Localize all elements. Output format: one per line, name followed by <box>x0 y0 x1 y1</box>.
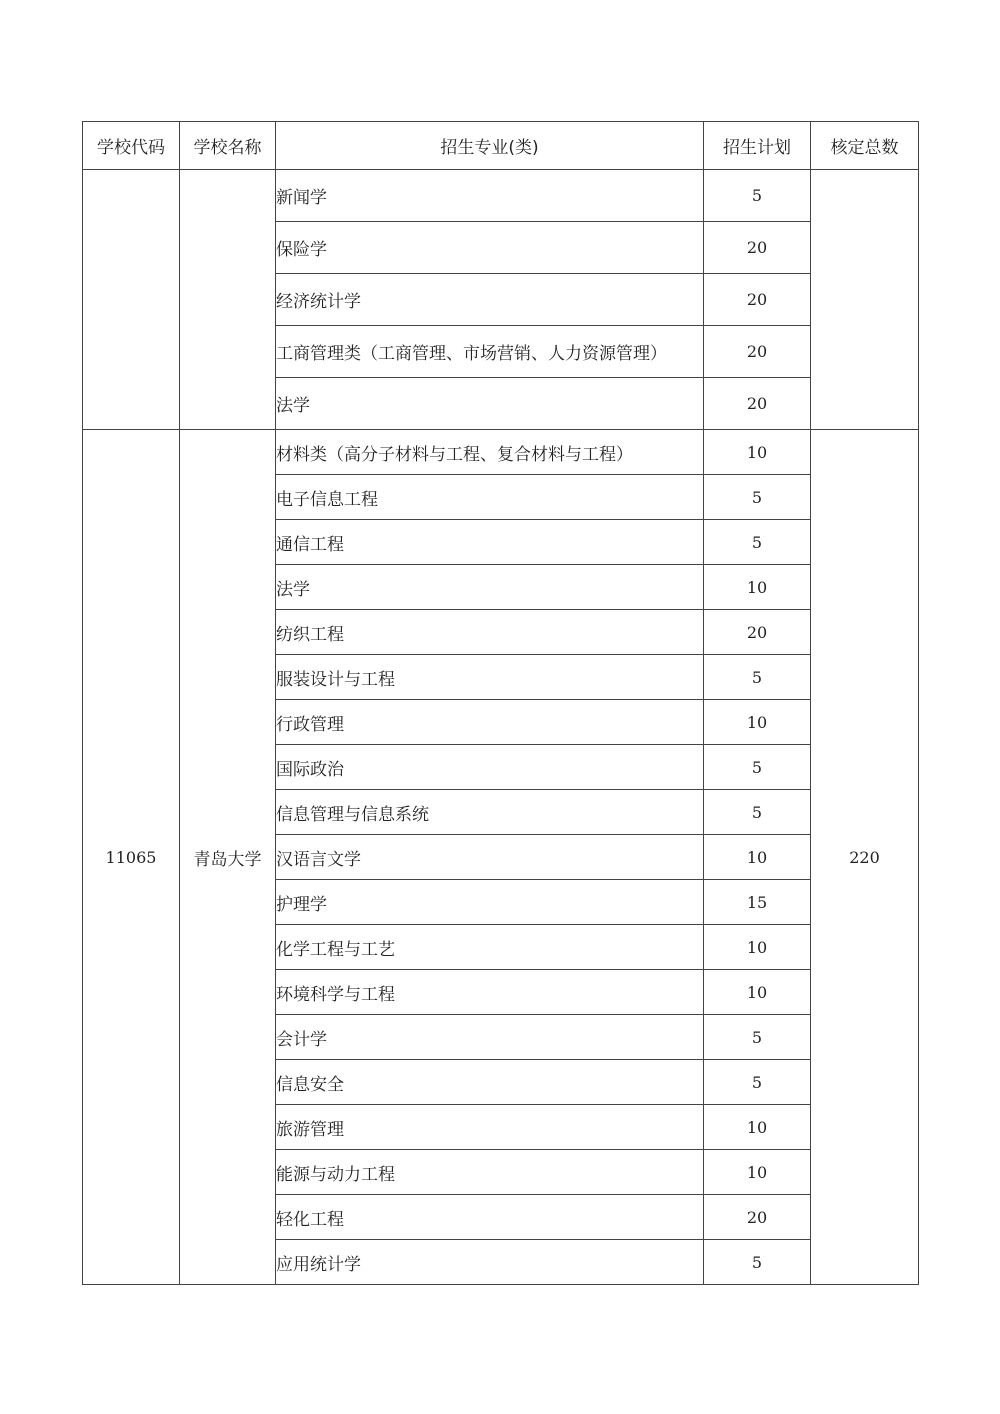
plan-cell: 10 <box>704 700 811 745</box>
major-cell: 国际政治 <box>276 745 704 790</box>
header-plan: 招生计划 <box>704 122 811 170</box>
plan-cell: 20 <box>704 378 811 430</box>
header-major: 招生专业(类) <box>276 122 704 170</box>
major-cell: 法学 <box>276 565 704 610</box>
major-cell: 环境科学与工程 <box>276 970 704 1015</box>
header-school-name: 学校名称 <box>180 122 276 170</box>
plan-cell: 15 <box>704 880 811 925</box>
major-cell: 汉语言文学 <box>276 835 704 880</box>
major-cell: 行政管理 <box>276 700 704 745</box>
major-cell: 材料类（高分子材料与工程、复合材料与工程） <box>276 430 704 475</box>
enrollment-plan-table <box>82 121 919 1285</box>
major-cell: 化学工程与工艺 <box>276 925 704 970</box>
table-row <box>83 170 919 222</box>
plan-cell: 20 <box>704 1195 811 1240</box>
plan-cell: 10 <box>704 925 811 970</box>
major-cell: 轻化工程 <box>276 1195 704 1240</box>
plan-cell: 20 <box>704 326 811 378</box>
plan-cell: 5 <box>704 475 811 520</box>
plan-cell: 5 <box>704 1015 811 1060</box>
plan-cell: 10 <box>704 565 811 610</box>
table-header-row <box>83 122 919 170</box>
plan-cell: 10 <box>704 1105 811 1150</box>
plan-cell: 10 <box>704 430 811 475</box>
plan-cell: 5 <box>704 655 811 700</box>
major-cell: 应用统计学 <box>276 1240 704 1285</box>
plan-cell: 20 <box>704 274 811 326</box>
plan-cell: 5 <box>704 520 811 565</box>
header-total: 核定总数 <box>811 122 919 170</box>
school-name-cell: 青岛大学 <box>180 430 276 1285</box>
major-cell: 通信工程 <box>276 520 704 565</box>
header-school-code: 学校代码 <box>83 122 180 170</box>
major-cell: 保险学 <box>276 222 704 274</box>
plan-cell: 10 <box>704 835 811 880</box>
plan-cell: 10 <box>704 1150 811 1195</box>
major-cell: 能源与动力工程 <box>276 1150 704 1195</box>
plan-cell: 5 <box>704 1240 811 1285</box>
major-cell: 新闻学 <box>276 170 704 222</box>
major-cell: 信息安全 <box>276 1060 704 1105</box>
major-cell: 经济统计学 <box>276 274 704 326</box>
major-cell: 旅游管理 <box>276 1105 704 1150</box>
major-cell: 电子信息工程 <box>276 475 704 520</box>
school-code-cell: 11065 <box>83 430 180 1285</box>
plan-cell: 20 <box>704 222 811 274</box>
major-cell: 护理学 <box>276 880 704 925</box>
plan-cell: 20 <box>704 610 811 655</box>
major-cell: 法学 <box>276 378 704 430</box>
major-cell: 会计学 <box>276 1015 704 1060</box>
plan-cell: 5 <box>704 1060 811 1105</box>
major-cell: 工商管理类（工商管理、市场营销、人力资源管理） <box>276 326 704 378</box>
major-cell: 信息管理与信息系统 <box>276 790 704 835</box>
school-code-cell <box>83 170 180 430</box>
major-cell: 服装设计与工程 <box>276 655 704 700</box>
table-row <box>83 430 919 475</box>
major-cell: 纺织工程 <box>276 610 704 655</box>
total-cell: 220 <box>811 430 919 1285</box>
plan-cell: 5 <box>704 745 811 790</box>
total-cell <box>811 170 919 430</box>
plan-cell: 10 <box>704 970 811 1015</box>
plan-cell: 5 <box>704 170 811 222</box>
school-name-cell <box>180 170 276 430</box>
plan-cell: 5 <box>704 790 811 835</box>
